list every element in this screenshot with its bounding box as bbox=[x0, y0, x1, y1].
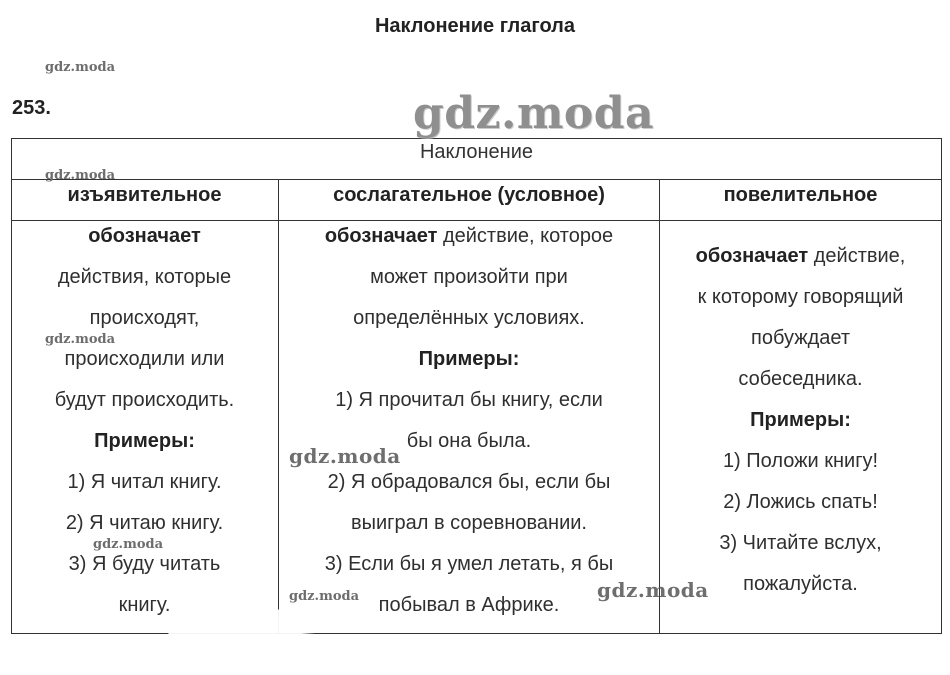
exercise-number: 253. bbox=[12, 97, 51, 119]
example-line: бы она была. bbox=[406, 430, 532, 452]
page-title: Наклонение глагола bbox=[374, 15, 575, 37]
description-line: действие, bbox=[813, 245, 906, 267]
cell-conditional bbox=[279, 216, 659, 626]
column-header-imperative: повелительное bbox=[723, 184, 878, 206]
description-line: может произойти при bbox=[370, 266, 568, 288]
example-line: 1) Я прочитал бы книгу, если bbox=[335, 389, 603, 411]
example-line: пожалуйста. bbox=[743, 573, 858, 595]
cell-imperative bbox=[660, 236, 941, 605]
description-line: происходят, bbox=[89, 307, 200, 329]
example-line: 2) Я читаю книгу. bbox=[65, 512, 224, 534]
table-border-right bbox=[941, 138, 942, 634]
description-line: к которому говорящий bbox=[697, 286, 904, 308]
description-line: действия, которые bbox=[57, 266, 232, 288]
examples-label: Примеры: bbox=[94, 430, 195, 452]
example-line: 3) Читайте вслух, bbox=[719, 532, 882, 554]
table-border-bottom bbox=[11, 633, 942, 634]
watermark: gdz.moda bbox=[289, 589, 360, 604]
watermark-large: gdz.moda bbox=[413, 88, 655, 139]
column-header-conditional: сослагательное (условное) bbox=[333, 184, 605, 206]
example-line: 3) Я буду читать bbox=[68, 553, 221, 575]
table-border-superheader bbox=[11, 179, 942, 180]
mood-table bbox=[11, 138, 942, 634]
example-line: побывал в Африке. bbox=[378, 594, 560, 616]
watermark: gdz.moda bbox=[45, 60, 116, 75]
watermark: gdz.moda bbox=[93, 537, 164, 552]
example-line: 2) Ложись спать! bbox=[723, 491, 878, 513]
description-line: собеседника. bbox=[738, 368, 863, 390]
examples-label: Примеры: bbox=[750, 409, 851, 431]
example-line: 1) Положи книгу! bbox=[722, 450, 879, 472]
watermark: gdz.moda bbox=[289, 444, 401, 468]
keyword: обозначает bbox=[88, 225, 201, 247]
table-super-header: Наклонение bbox=[419, 141, 534, 163]
watermark: gdz.moda bbox=[597, 578, 709, 602]
examples-label: Примеры: bbox=[418, 348, 520, 370]
keyword: обозначает bbox=[324, 225, 438, 247]
example-line: 3) Если бы я умел летать, я бы bbox=[324, 553, 614, 575]
example-line: книгу. bbox=[118, 594, 171, 616]
description-line: действие, которое bbox=[442, 225, 614, 247]
watermark: gdz.moda bbox=[45, 168, 116, 183]
cell-indicative bbox=[11, 216, 278, 626]
column-header-indicative: изъявительное bbox=[67, 184, 222, 206]
description-line: будут происходить. bbox=[54, 389, 235, 411]
keyword: обозначает bbox=[695, 245, 809, 267]
example-line: 2) Я обрадовался бы, если бы bbox=[327, 471, 611, 493]
description-line: определённых условиях. bbox=[353, 307, 585, 329]
example-line: 1) Я читал книгу. bbox=[67, 471, 222, 493]
example-line: выиграл в соревновании. bbox=[351, 512, 587, 534]
watermark: gdz.moda bbox=[45, 332, 116, 347]
description-line: побуждает bbox=[751, 327, 850, 349]
description-line: происходили или bbox=[64, 348, 225, 370]
